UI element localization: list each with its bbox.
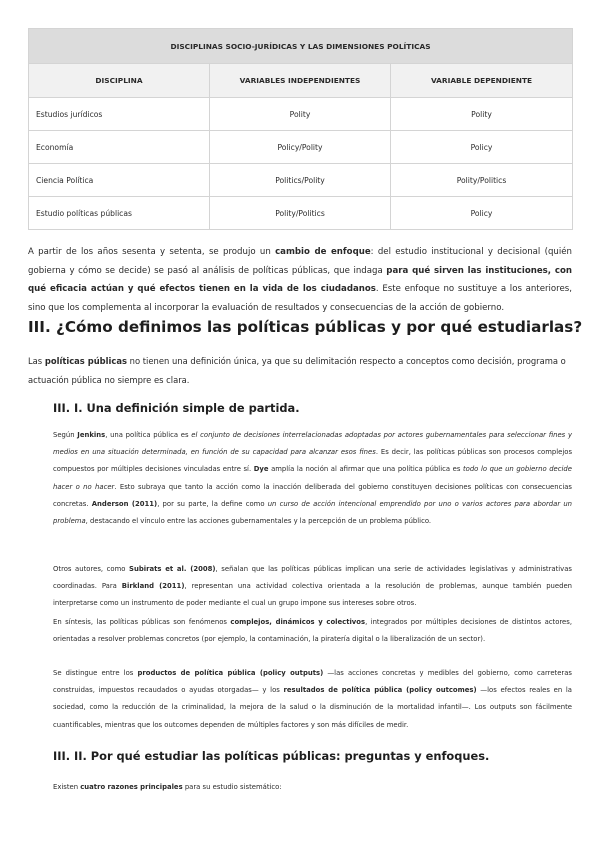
definitions-paragraph: Según Jenkins, una política pública es el conjunto de decisiones interrelacionadas adoptadas por actores gubernamentales para seleccionar fines y medios en una situación determinada, en función de su capacidad para alcanzar esos fines. Es decir, las políticas públicas son procesos complejos compuestos por múltiples decisiones vinculadas entre sí. Dye amplía la noción al afirmar que una política pública es todo lo que un gobierno decide hacer o no hacer. Esto subraya que tanto la acción como la inacción deliberada del gobierno constituyen decisiones políticas con consecuencias concretas. Anderson (2011), por su parte, la define como un curso de acción intencional emprendido por uno o varios actores para abordar un problema, destacando el vínculo entre las acciones gubernamentales y la percepción de un problema público. <box>53 431 573 526</box>
table-row <box>29 131 573 164</box>
table-row <box>29 197 573 230</box>
disciplines-table <box>28 28 573 230</box>
table-cell: Policy <box>391 131 573 164</box>
table-cell: Polity <box>210 98 391 131</box>
table-cell: Policy/Polity <box>210 131 391 164</box>
reasons-paragraph: Existen cuatro razones principales para su estudio sistemático: <box>53 783 282 791</box>
subsection-heading: III. II. Por qué estudiar las políticas públicas: preguntas y enfoques. <box>53 749 490 763</box>
table-cell: Policy <box>391 197 573 230</box>
table-cell: Estudios jurídicos <box>29 98 210 131</box>
subsection-heading: III. I. Una definición simple de partida. <box>53 401 300 415</box>
table-title: DISCIPLINAS SOCIO-JURÍDICAS Y LAS DIMENSIONES POLÍTICAS <box>29 29 573 64</box>
table-header-row <box>29 64 573 98</box>
table-cell: Ciencia Política <box>29 164 210 197</box>
column-header-disciplina: DISCIPLINA <box>29 64 210 98</box>
table-row <box>29 164 573 197</box>
table-cell: Polity/Politics <box>210 197 391 230</box>
intro-paragraph: A partir de los años sesenta y setenta, se produjo un cambio de enfoque: del estudio institucional y decisional (quién gobierna y cómo se decide) se pasó al análisis de políticas públicas, que indaga para qué sirven las instituciones, con qué eficacia actúan y qué efectos tienen en la vida de los ciudadanos. Este enfoque no sustituye a los anteriores, sino que los complementa al incorporar la evaluación de resultados y consecuencias de la acción de gobierno. <box>28 247 573 313</box>
table-cell: Polity <box>391 98 573 131</box>
other-authors-paragraph: Otros autores, como Subirats et al. (2008), señalan que las políticas públicas implican una serie de actividades legislativas y administrativas coordinadas. Para Birkland (2011), representan una actividad colectiva orientada a la resolución de problemas, aunque también pueden interpretarse como un instrumento de poder mediante el cual un grupo impone sus intereses sobre otros. <box>53 565 572 608</box>
table-cell: Politics/Polity <box>210 164 391 197</box>
table-cell: Polity/Politics <box>391 164 573 197</box>
column-header-variables-independientes: VARIABLES INDEPENDIENTES <box>210 64 391 98</box>
column-header-variable-dependiente: VARIABLE DEPENDIENTE <box>391 64 573 98</box>
synthesis-paragraph: En síntesis, las políticas públicas son fenómenos complejos, dinámicos y colectivos, integrados por múltiples decisiones de distintos actores, orientadas a resolver problemas concretos (por ejemplo, la contaminación, la piratería digital o la liberalización de un sector). <box>53 618 573 644</box>
table-cell: Estudio políticas públicas <box>29 197 210 230</box>
section-intro-paragraph: Las políticas públicas no tienen una definición única, ya que su delimitación respecto a conceptos como decisión, programa o actuación pública no siempre es clara. <box>28 356 566 385</box>
table-cell: Economía <box>29 131 210 164</box>
section-heading: III. ¿Cómo definimos las políticas públicas y por qué estudiarlas? <box>28 318 583 336</box>
table-row <box>29 98 573 131</box>
outputs-outcomes-paragraph: Se distingue entre los productos de política pública (policy outputs) —las acciones concretas y medibles del gobierno, como carreteras construidas, impuestos recaudados o ayudas otorgadas— y los resultados de política pública (policy outcomes) —los efectos reales en la sociedad, como la reducción de la criminalidad, la mejora de la salud o la disminución de la mortalidad infantil—. Los outputs son fácilmente cuantificables, mientras que los outcomes dependen de múltiples factores y son más difíciles de medir. <box>53 669 572 729</box>
